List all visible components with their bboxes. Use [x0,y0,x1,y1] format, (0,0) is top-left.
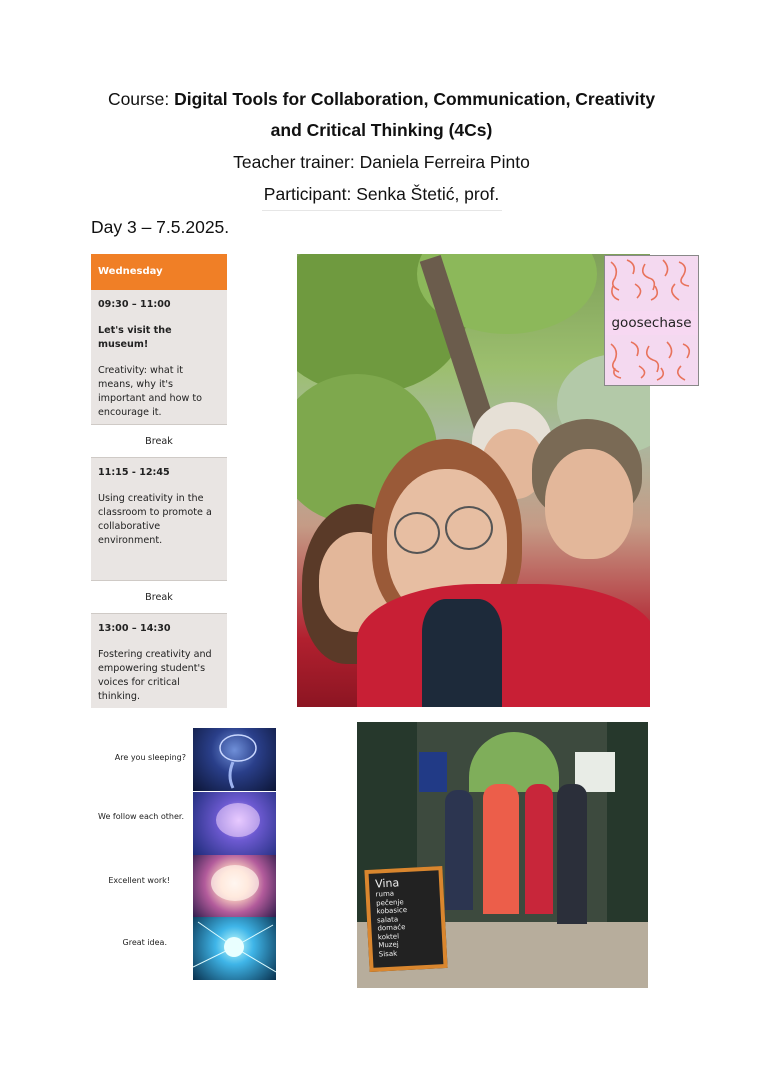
blue-poster [419,752,447,792]
schedule-slot [91,458,227,580]
chalk-line: domaće [377,923,406,933]
slot-time: 13:00 – 14:30 [98,623,171,634]
glasses [445,506,493,550]
goosechase-logo [604,255,699,386]
person [445,790,473,910]
trainer-line: Teacher trainer: Daniela Ferreira Pinto [233,152,530,172]
meme-label: Are you sleeping? [114,753,186,762]
day-heading: Day 3 – 7.5.2025. [91,217,230,237]
chalk-line: pečenje [375,897,404,908]
brain-image-cosmic [193,917,276,980]
red-jacket [357,584,650,707]
chalk-line: Vina [374,876,400,891]
header-divider [262,210,502,211]
course-title-1: Digital Tools for Collaboration, Communication, Creativity [174,89,656,109]
schedule-slot [91,614,227,708]
chalkboard-sign [364,866,447,972]
schedule-slot [91,290,227,424]
chalk-line: Muzej [378,940,399,950]
dark-collar [422,599,502,707]
schedule-column [91,254,227,708]
archway-garden [469,732,559,792]
brain-image-glow [193,792,276,855]
slot-text: Creativity: what it means, why it's important and how to encourage it. [98,365,203,418]
chalk-line: Sisak [378,949,398,958]
person [525,784,553,914]
chalk-line: koktel [377,931,400,941]
person [483,784,519,914]
course-label: Course: [107,89,170,109]
slot-text: Fostering creativity and empowering student's voices for critical thinking. [98,649,212,702]
selfie-photo [297,254,650,707]
schedule-day-header: Wednesday [91,254,227,290]
brain-image-bright [193,855,276,918]
chalk-line: ruma [375,889,395,899]
brain-icon [193,792,276,855]
break-row: Break [91,580,227,614]
chalk-line: salata [376,914,399,925]
meme-label: Excellent work! [108,876,170,885]
course-line-2 [0,118,763,142]
slot-text: Using creativity in the classroom to promote a collaborative environment. [98,493,212,546]
brain-icon [193,728,276,791]
slot-time: 11:15 - 12:45 [98,467,170,478]
group-photo [357,722,648,988]
meme-label: Great idea. [122,938,167,947]
brain-icon [193,917,276,980]
chalk-line: kobasice [376,905,408,916]
break-row: Break [91,424,227,458]
course-line-1 [0,87,763,111]
person [557,784,587,924]
glasses [394,512,440,554]
face [545,449,633,559]
course-title-2: and Critical Thinking (4Cs) [270,120,493,140]
slot-heading: Let's visit the museum! [98,325,172,350]
brain-image-small [193,728,276,791]
participant-line: Participant: Senka Štetić, prof. [263,184,500,204]
brain-icon [193,855,276,918]
meme-label: We follow each other. [98,812,184,821]
goosechase-wordmark: goosechase [605,311,698,335]
slot-time: 09:30 – 11:00 [98,299,171,310]
